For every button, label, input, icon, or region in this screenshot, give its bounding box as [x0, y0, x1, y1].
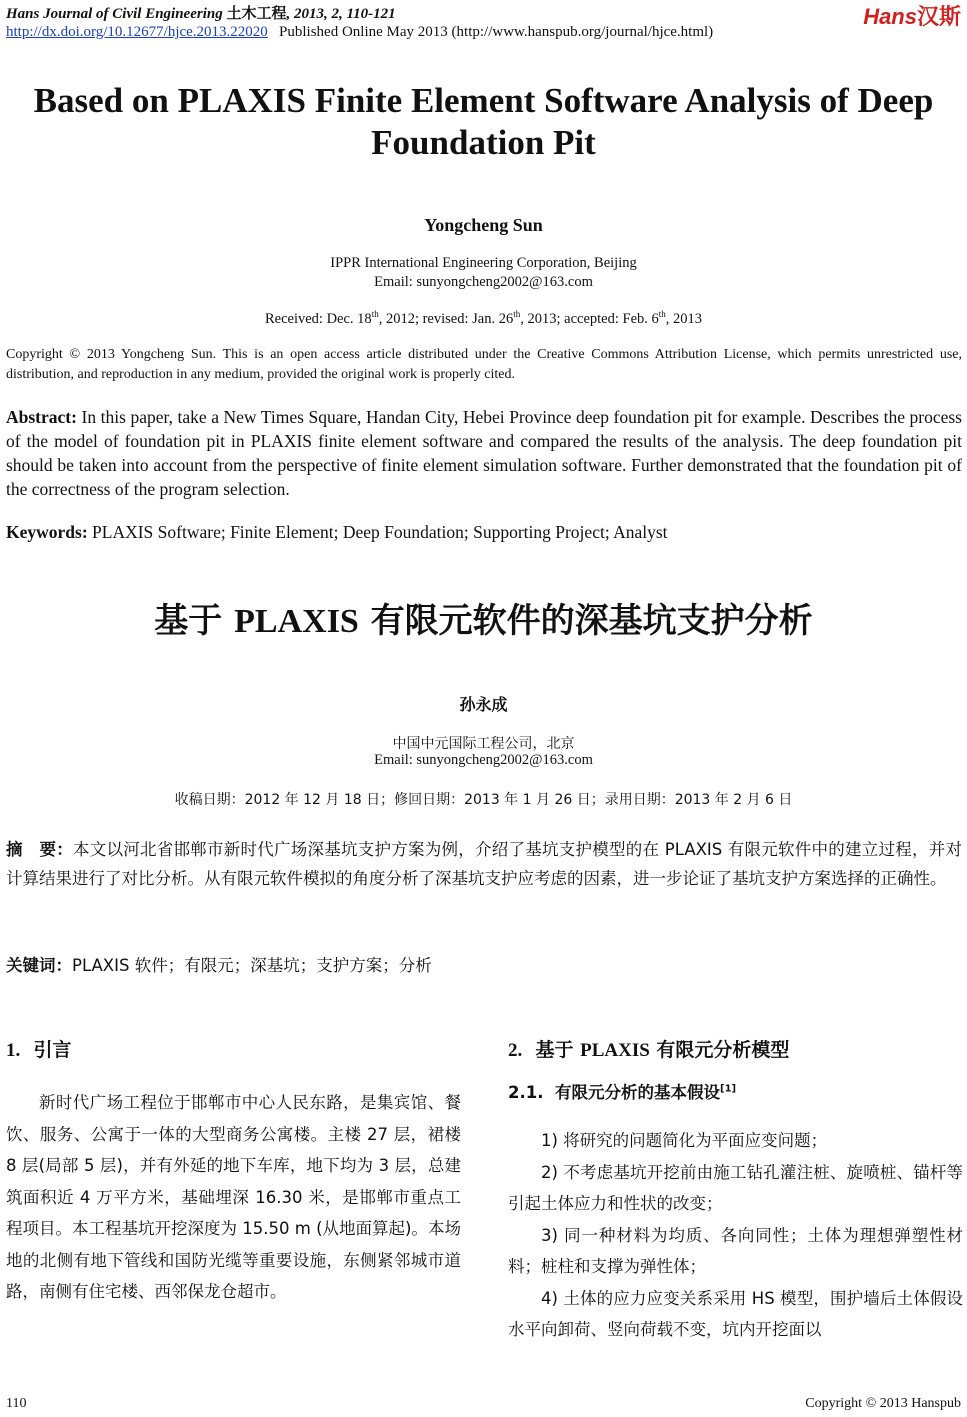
email-en: Email: sunyongcheng2002@163.com	[374, 274, 593, 290]
assumption-item: 2) 不考虑基坑开挖前由施工钻孔灌注桩、旋喷桩、锚杆等引起土体应力和性状的改变；	[508, 1162, 963, 1213]
accepted-date: , 2013; accepted: Feb. 6	[520, 310, 659, 327]
abstract-en	[6, 405, 962, 501]
paper-title-en: Based on PLAXIS Finite Element Software Analysis of Deep Foundation Pit	[33, 81, 934, 162]
author-cn: 孙永成	[459, 695, 508, 714]
paper-title-cn	[0, 593, 967, 642]
section-1-title: 引言	[33, 1039, 72, 1061]
title-cn-latin: PLAXIS	[234, 603, 359, 640]
section-2-1-reference: [1]	[720, 1083, 737, 1095]
keywords-cn	[6, 952, 962, 976]
keywords-text: PLAXIS Software; Finite Element; Deep Foundation; Supporting Project; Analyst	[87, 522, 668, 542]
affiliation-en: IPPR International Engineering Corporation, Beijing	[330, 255, 637, 271]
section-2-heading	[508, 1035, 963, 1062]
received-date: Received: Dec. 18	[264, 310, 372, 327]
revised-date: , 2012; revised: Jan. 26	[378, 310, 514, 327]
received-sup: th	[371, 309, 379, 319]
logo-latin: Hans	[863, 4, 917, 29]
section-2-title-latin: PLAXIS	[580, 1040, 650, 1061]
assumption-item: 3) 同一种材料为均质、各向同性；土体为理想弹塑性材料；桩柱和支撑为弹性体；	[508, 1225, 963, 1276]
abstract-label: Abstract:	[6, 407, 77, 427]
keywords-label: Keywords:	[6, 522, 88, 542]
footer-copyright: Copyright © 2013 Hanspub	[805, 1396, 961, 1411]
email-cn: Email: sunyongcheng2002@163.com	[374, 752, 593, 768]
page-number: 110	[6, 1396, 27, 1411]
assumption-item: 4) 土体的应力应变关系采用 HS 模型，围护墙后土体假设水平向卸荷、竖向荷载不变，坑内开挖面以	[508, 1288, 963, 1339]
affiliation-cn: 中国中元国际工程公司，北京	[392, 736, 575, 752]
assumptions-list	[508, 1125, 963, 1346]
dates-cn: 收稿日期：2012 年 12 月 18 日；修回日期：2013 年 1 月 26 日；录用日期：2013 年 2 月 6 日	[174, 792, 793, 808]
section-2-number: 2.	[508, 1040, 523, 1061]
dates-en	[0, 309, 967, 328]
section-2-1-heading	[508, 1079, 963, 1103]
journal-name: Hans Journal of Civil Engineering	[6, 6, 223, 22]
keywords-cn-label: 关键词：	[6, 956, 72, 975]
abstract-text: In this paper, take a New Times Square, Handan City, Hebei Province deep foundation pit for example. Describes the process of the model of foundation pit in PLAXIS finite element software and compared the results of the analysis. The deep foundation pit should be taken into account from the perspective of finite element simulation software. Further demonstrated that the foundation pit of the correctness of the program selection.	[6, 407, 962, 499]
keywords-en	[6, 522, 962, 543]
title-cn-pre: 基于	[154, 601, 235, 641]
section-2-1-number: 2.1.	[508, 1083, 544, 1102]
abstract-cn-text: 本文以河北省邯郸市新时代广场深基坑支护方案为例，介绍了基坑支护模型的在 PLAXIS 有限元软件中的建立过程，并对计算结果进行了对比分析。从有限元软件模拟的角度分析了深基坑支护应考虑的因素，进一步论证了基坑支护方案选择的正确性。	[6, 840, 963, 888]
section-1-heading	[6, 1035, 461, 1062]
journal-header	[6, 2, 396, 23]
section-1-paragraph: 新时代广场工程位于邯郸市中心人民东路，是集宾馆、餐饮、服务、公寓于一体的大型商务公寓楼。主楼 27 层，裙楼 8 层(局部 5 层)，并有外延的地下车库，地下均为 3 层，总建筑面积近 4 万平方米，基础埋深 16.30 米，是邯郸市重点工程项目。本工程基坑开挖深度为 15.50 m (从地面算起)。本场地的北侧有地下管线和国防光缆等重要设施，东侧紧邻城市道路，南侧有住宅楼、西邻保龙仓超市。	[6, 1093, 461, 1301]
section-2-title-post: 有限元分析模型	[649, 1039, 790, 1061]
hanspub-logo	[863, 0, 961, 31]
section-2-title-pre: 基于	[535, 1039, 581, 1061]
logo-cn: 汉斯	[916, 4, 961, 29]
section-2-1-title: 有限元分析的基本假设	[555, 1083, 720, 1102]
abstract-cn	[6, 835, 962, 893]
section-1-number: 1.	[6, 1040, 21, 1061]
revised-sup: th	[513, 309, 521, 319]
accepted-tail: , 2013	[665, 310, 703, 327]
title-cn-post: 有限元软件的深基坑支护分析	[358, 601, 813, 641]
doi-line	[6, 24, 713, 41]
journal-name-cn: 土木工程	[226, 6, 287, 22]
doi-link[interactable]: http://dx.doi.org/10.12677/hjce.2013.22020	[6, 24, 268, 40]
journal-citation: , 2013, 2, 110-121	[286, 6, 396, 22]
abstract-cn-label: 摘 要：	[6, 840, 74, 859]
copyright-notice: Copyright © 2013 Yongcheng Sun. This is an open access article distributed under the Creative Commons Attribution License, which permits unrestricted use, distribution, and reproduction in any medium, provided the original work is properly cited.	[6, 347, 962, 382]
keywords-cn-text: PLAXIS 软件；有限元；深基坑；支护方案；分析	[72, 956, 432, 975]
published-online: Published Online May 2013 (http://www.hanspub.org/journal/hjce.html)	[279, 24, 714, 40]
author-en: Yongcheng Sun	[424, 215, 543, 235]
accepted-sup: th	[658, 309, 666, 319]
assumption-item: 1) 将研究的问题简化为平面应变问题；	[541, 1131, 828, 1150]
